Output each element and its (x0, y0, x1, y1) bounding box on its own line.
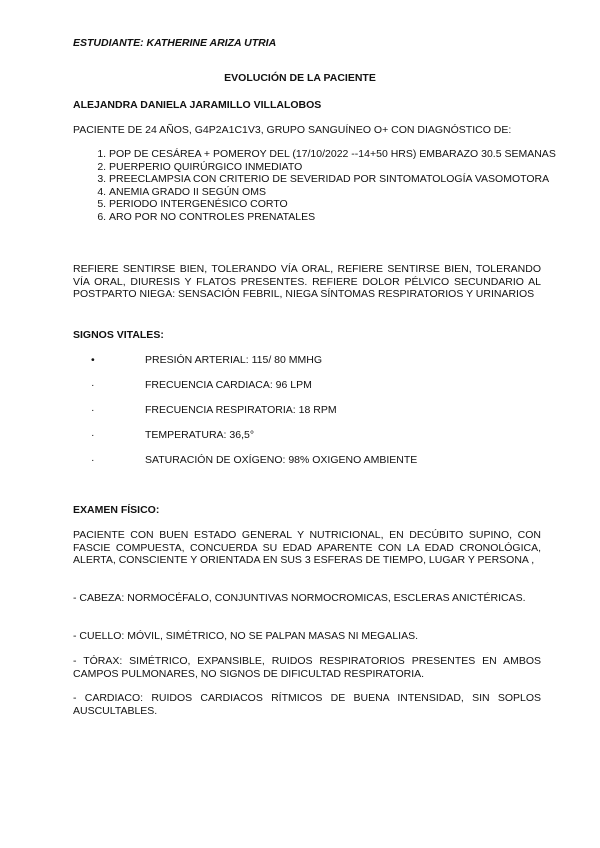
vitals-heading: SIGNOS VITALES: (73, 329, 164, 341)
exam-cardiac-paragraph: - CARDIACO: RUIDOS CARDIACOS RÍTMICOS DE BUENA INTENSIDAD, SIN SOPLOS AUSCULTABLES. (73, 692, 541, 717)
exam-general-paragraph: PACIENTE CON BUEN ESTADO GENERAL Y NUTRICIONAL, EN DECÚBITO SUPINO, CON FASCIE COMPUESTA, CONCUERDA SU EDAD APARENTE CON LA EDAD CRONOLÓGICA, ALERTA, CONSCIENTE Y ORIENTADA EN SUS 3 ESFERAS DE TIEMPO, LUGAR Y PERSONA , (73, 529, 541, 566)
document-title: EVOLUCIÓN DE LA PACIENTE (224, 72, 376, 84)
vital-sign-row (73, 454, 541, 467)
diagnosis-item: 6. ARO POR NO CONTROLES PRENATALES (109, 211, 577, 224)
subjective-paragraph: REFIERE SENTIRSE BIEN, TOLERANDO VÍA ORAL, REFIERE SENTIRSE BIEN, TOLERANDO VÍA ORAL, DIURESIS Y FLATOS PRESENTES. REFIERE DOLOR PÉLVICO SECUNDARIO AL POSTPARTO NIEGA: SENSACIÓN FEBRIL, NIEGA SÍNTOMAS RESPIRATORIOS Y URINARIOS (73, 263, 541, 300)
bullet-icon: • (91, 354, 95, 366)
exam-thorax-paragraph: - TÓRAX: SIMÉTRICO, EXPANSIBLE, RUIDOS RESPIRATORIOS PRESENTES EN AMBOS CAMPOS PULMONARES, NO SIGNOS DE DIFICULTAD RESPIRATORIA. (73, 655, 541, 680)
vital-sign-text: PRESIÓN ARTERIAL: 115/ 80 MMHG (145, 354, 323, 366)
vital-sign-text: SATURACIÓN DE OXÍGENO: 98% OXIGENO AMBIENTE (145, 454, 418, 466)
patient-name: ALEJANDRA DANIELA JARAMILLO VILLALOBOS (73, 99, 322, 111)
vital-sign-row (73, 354, 541, 367)
diagnosis-item: 3. PREECLAMPSIA CON CRITERIO DE SEVERIDAD POR SINTOMATOLOGÍA VASOMOTORA (109, 173, 577, 186)
vital-sign-text: FRECUENCIA CARDIACA: 96 LPM (145, 379, 312, 391)
bullet-icon: · (91, 429, 95, 441)
vital-sign-row (73, 404, 541, 417)
bullet-icon: · (91, 404, 95, 416)
bullet-icon: · (91, 454, 95, 466)
vital-sign-row (73, 429, 541, 442)
diagnosis-list (73, 148, 577, 223)
vital-sign-text: TEMPERATURA: 36,5° (145, 429, 255, 441)
exam-head-paragraph: - CABEZA: NORMOCÉFALO, CONJUNTIVAS NORMOCROMICAS, ESCLERAS ANICTÉRICAS. (73, 592, 526, 604)
student-name: ESTUDIANTE: KATHERINE ARIZA UTRIA (73, 37, 277, 49)
diagnosis-item: 4. ANEMIA GRADO II SEGÚN OMS (109, 186, 577, 199)
patient-intro: PACIENTE DE 24 AÑOS, G4P2A1C1V3, GRUPO SANGUÍNEO O+ CON DIAGNÓSTICO DE: (73, 124, 512, 136)
exam-heading: EXAMEN FÍSICO: (73, 504, 160, 516)
diagnosis-item: 1. POP DE CESÁREA + POMEROY DEL (17/10/2022 --14+50 HRS) EMBARAZO 30.5 SEMANAS (109, 148, 577, 161)
diagnosis-item: 5. PERIODO INTERGENÉSICO CORTO (109, 198, 577, 211)
vital-sign-row (73, 379, 541, 392)
vital-sign-text: FRECUENCIA RESPIRATORIA: 18 RPM (145, 404, 337, 416)
bullet-icon: · (91, 379, 95, 391)
exam-neck-paragraph: - CUELLO: MÓVIL, SIMÉTRICO, NO SE PALPAN MASAS NI MEGALIAS. (73, 630, 419, 642)
diagnosis-item: 2. PUERPERIO QUIRÚRGICO INMEDIATO (109, 161, 577, 174)
